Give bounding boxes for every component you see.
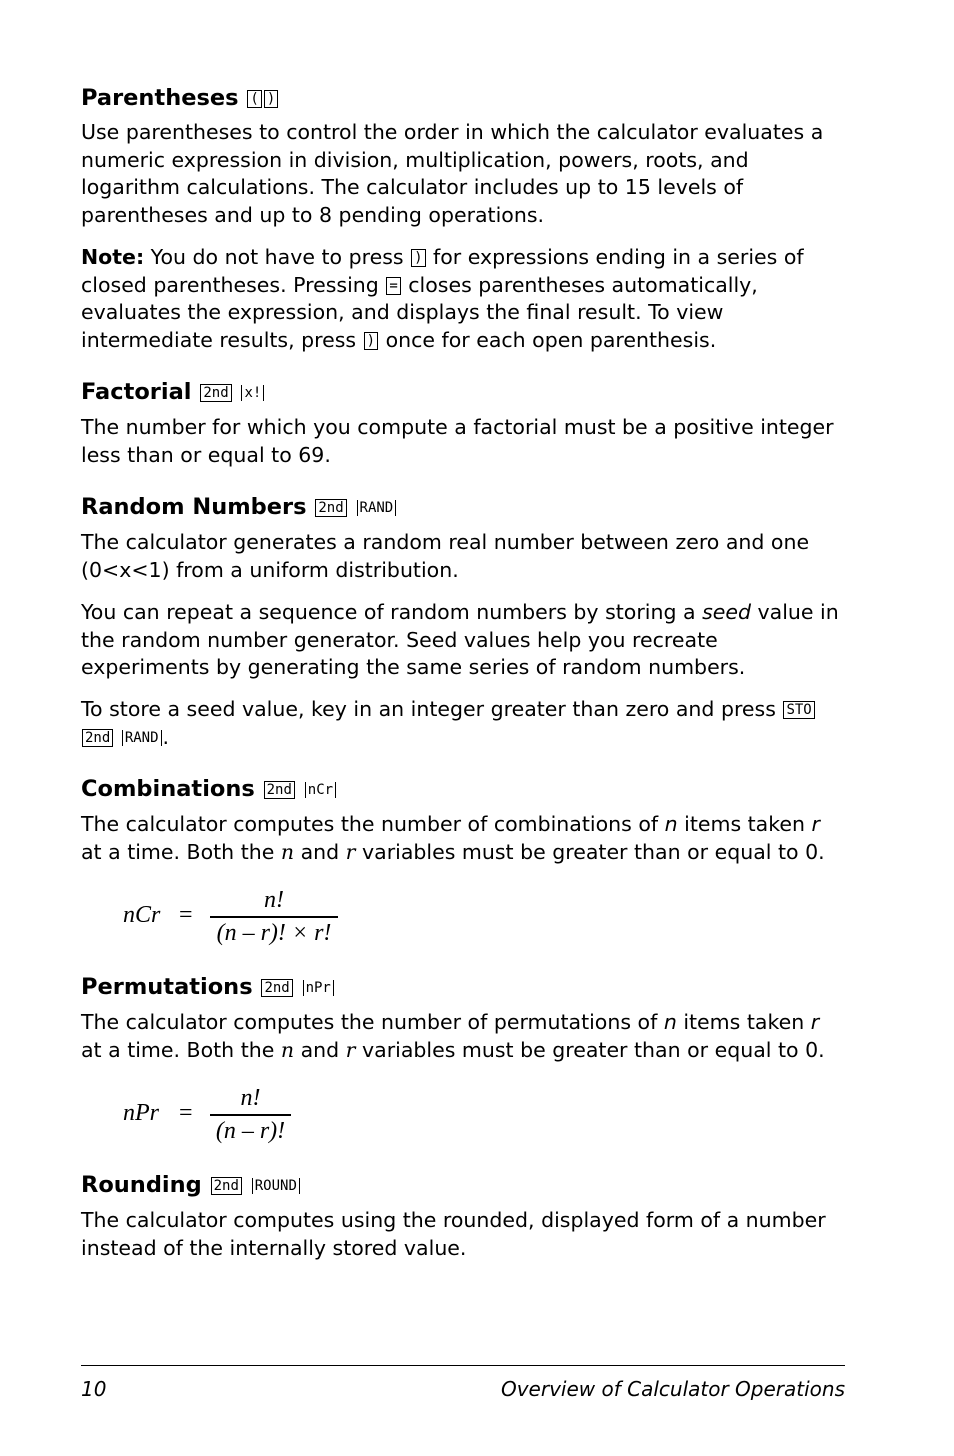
text: .	[162, 724, 170, 749]
key-open-paren: (	[247, 90, 261, 108]
formula-combinations	[123, 886, 363, 950]
note-text: for expressions ending in a series of closed parentheses. Pressing	[81, 245, 804, 297]
key-factorial: x!	[241, 385, 264, 401]
random-paragraph-1: The calculator generates a random real number between zero and one (0<x<1) from a uniform distribution.	[81, 530, 810, 582]
permutations-paragraph	[81, 1009, 851, 1064]
key-close-paren: )	[264, 90, 278, 108]
title-text: Rounding	[81, 1172, 202, 1198]
formula-numerator: n!	[264, 887, 284, 913]
factorial-paragraph: The number for which you compute a factorial must be a positive integer less than or equal to 69.	[81, 415, 834, 467]
formula-denominator: (n – r)!	[215, 1118, 286, 1144]
seed-word: seed	[702, 600, 751, 624]
var-n: n	[280, 839, 295, 864]
key-close-paren: )	[411, 249, 425, 267]
formula-lhs: nPr	[123, 1100, 159, 1126]
key-2nd: 2nd	[200, 384, 231, 402]
var-r: r	[811, 812, 820, 836]
text: variables must be greater than or equal to 0.	[355, 1037, 825, 1062]
combinations-paragraph	[81, 811, 851, 866]
title-text: Parentheses	[81, 85, 239, 111]
title-text: Random Numbers	[81, 494, 307, 520]
section-random	[81, 493, 851, 521]
key-close-paren: )	[364, 332, 378, 350]
title-text: Permutations	[81, 974, 253, 1000]
note-text: You do not have to press	[144, 245, 411, 269]
parentheses-paragraph: Use parentheses to control the order in which the calculator evaluates a numeric expression in division, multiplication, powers, roots, and logarithm calculations. The calculator includes up to 15 levels of parentheses and up to 8 pending operations.	[81, 120, 824, 227]
text: items taken	[677, 812, 812, 836]
key-sto: STO	[783, 701, 814, 719]
text: variables must be greater than or equal to 0.	[355, 839, 825, 864]
text: at a time. Both the	[81, 1037, 281, 1062]
section-combinations	[81, 775, 851, 803]
section-factorial	[81, 378, 851, 406]
text: The calculator computes the number of permutations of	[81, 1010, 664, 1034]
key-round: ROUND	[252, 1178, 300, 1194]
key-equals: =	[386, 277, 400, 295]
chapter-title: Overview of Calculator Operations	[500, 1377, 845, 1401]
title-text: Combinations	[81, 776, 255, 802]
key-2nd: 2nd	[264, 781, 295, 799]
text: and	[294, 839, 346, 864]
text: value in the random number generator. Seed values help you recreate experiments by generating the same series of random numbers.	[81, 600, 839, 679]
key-2nd: 2nd	[211, 1177, 242, 1195]
key-rand: RAND	[122, 730, 162, 746]
text: items taken	[676, 1010, 811, 1034]
formula-denominator: (n – r)! × r!	[216, 920, 332, 946]
key-npr: nPr	[303, 980, 334, 996]
var-r: r	[810, 1010, 820, 1034]
key-2nd: 2nd	[82, 729, 113, 747]
text: The calculator computes the number of combinations of	[81, 812, 665, 836]
section-title-combinations	[81, 775, 851, 803]
formula-equals: =	[179, 902, 193, 928]
fraction-bar	[210, 916, 338, 918]
formula-lhs: nCr	[123, 902, 161, 928]
var-n: n	[664, 812, 678, 836]
text: To store a seed value, key in an integer greater than zero and press	[81, 697, 783, 721]
parentheses-note	[81, 244, 851, 354]
section-parentheses	[81, 84, 851, 112]
note-text: once for each open parenthesis.	[379, 327, 717, 352]
rounding-paragraph: The calculator computes using the rounded, displayed form of a number instead of the internally stored value.	[81, 1208, 826, 1260]
key-2nd: 2nd	[315, 499, 346, 517]
text: at a time. Both the	[81, 839, 281, 864]
note-text: closes parentheses automatically, evaluates the expression, and displays the final result. To view intermediate results, press	[81, 272, 758, 352]
key-rand: RAND	[357, 500, 397, 516]
random-paragraph-2	[81, 599, 851, 682]
section-permutations	[81, 973, 851, 1001]
fraction-bar	[210, 1114, 291, 1116]
random-paragraph-3	[81, 696, 851, 751]
key-ncr: nCr	[305, 782, 336, 798]
var-n: n	[280, 1037, 295, 1062]
key-2nd: 2nd	[261, 979, 292, 997]
var-n: n	[663, 1010, 677, 1034]
text: and	[294, 1037, 346, 1062]
section-title-random	[81, 493, 851, 521]
text: You can repeat a sequence of random numbers by storing a	[81, 600, 703, 624]
formula-permutations	[123, 1084, 323, 1148]
var-r: r	[345, 839, 356, 864]
formula-numerator: n!	[240, 1085, 261, 1111]
var-r: r	[345, 1037, 356, 1062]
title-text: Factorial	[81, 379, 192, 405]
section-title-permutations	[81, 973, 851, 1001]
section-title-parentheses	[81, 84, 851, 112]
section-rounding	[81, 1171, 851, 1199]
section-title-rounding	[81, 1171, 851, 1199]
footer-divider	[81, 1365, 845, 1366]
note-label: Note:	[81, 245, 145, 269]
section-title-factorial	[81, 378, 851, 406]
formula-equals: =	[179, 1100, 193, 1126]
page-number: 10	[81, 1377, 107, 1401]
